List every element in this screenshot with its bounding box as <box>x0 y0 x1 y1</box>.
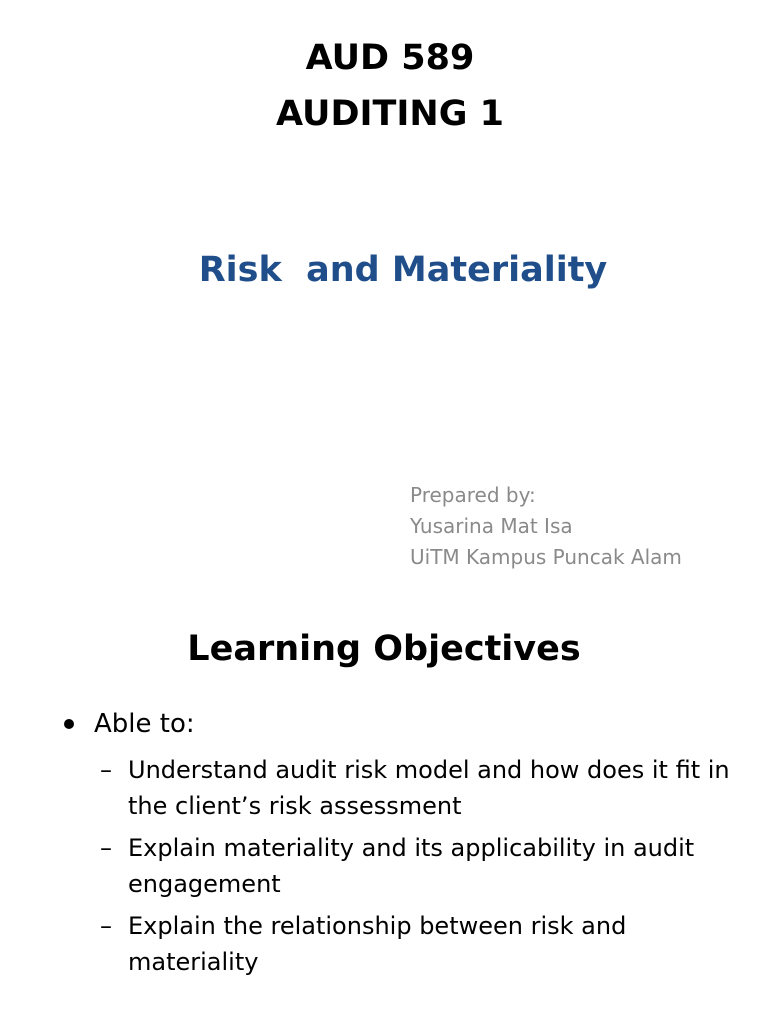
course-name: AUDITING 1 <box>276 94 504 134</box>
objective-text: Understand audit risk model and how does it fit in the client’s risk assessment <box>128 756 730 820</box>
objectives-list <box>100 752 750 986</box>
institution-name: UiTM Kampus Puncak Alam <box>410 545 682 569</box>
credits-block <box>410 480 682 573</box>
topic-title: Risk and Materiality <box>198 250 608 290</box>
objective-text: Explain materiality and its applicability in audit engagement <box>128 834 695 898</box>
bullet-item <box>62 705 195 743</box>
dash-icon: – <box>100 756 112 784</box>
course-code: AUD 589 <box>305 38 475 78</box>
dash-icon: – <box>100 834 112 862</box>
bullet-dot-icon <box>64 719 74 729</box>
bullet-label: Able to: <box>94 709 195 739</box>
objective-text: Explain the relationship between risk and materiality <box>128 912 627 976</box>
prepared-by-label: Prepared by: <box>410 483 536 507</box>
author-name: Yusarina Mat Isa <box>410 514 573 538</box>
learning-objectives-title: Learning Objectives <box>187 629 581 669</box>
objective-item <box>100 752 750 824</box>
objective-item <box>100 830 750 902</box>
objective-item <box>100 908 750 980</box>
dash-icon: – <box>100 912 112 940</box>
